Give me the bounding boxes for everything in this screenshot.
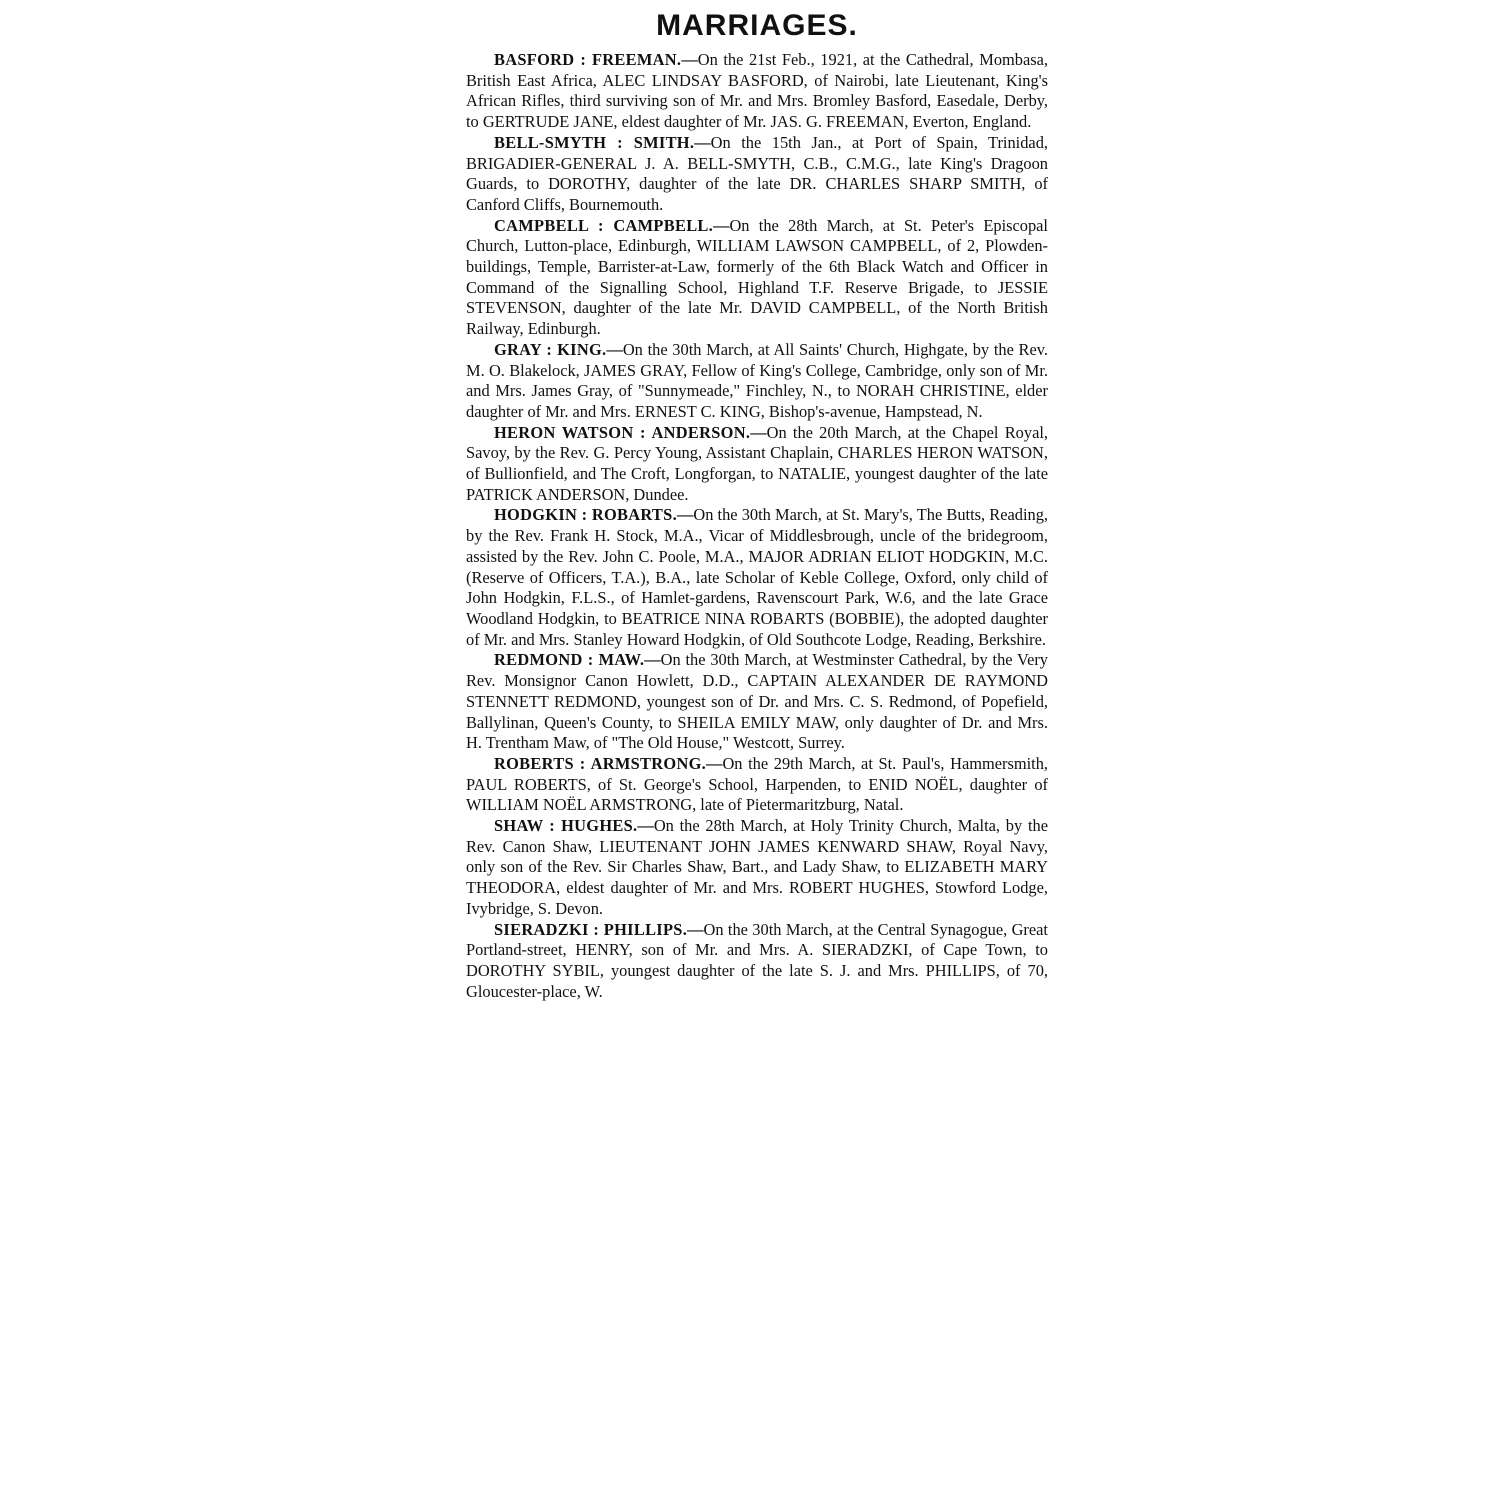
marriage-notice: GRAY : KING.—On the 30th March, at All Saints' Church, Highgate, by the Rev. M. O. Blakelock, JAMES GRAY, Fellow of King's College, Cambridge, only son of Mr. and Mrs. James Gray, of "Sunnymeade," Finchley, N., to NORAH CHRISTINE, elder daughter of Mr. and Mrs. ERNEST C. KING, Bishop's-avenue, Hampstead, N.: [466, 339, 1048, 421]
notice-text: On the 28th March, at Holy Trinity Church, Malta, by the Rev. Canon Shaw, LIEUTENANT JOHN JAMES KENWARD SHAW, Royal Navy, only son of the Rev. Sir Charles Shaw, Bart., and Lady Shaw, to ELIZABETH MARY THEODORA, eldest daughter of Mr. and Mrs. ROBERT HUGHES, Stowford Lodge, Ivybridge, S. Devon.: [466, 816, 1048, 918]
notice-names: GRAY : KING.: [494, 339, 607, 359]
marriage-notices: [466, 50, 1048, 1002]
marriage-notice: REDMOND : MAW.—On the 30th March, at Westminster Cathedral, by the Very Rev. Monsignor Canon Howlett, D.D., CAPTAIN ALEXANDER DE RAYMOND STENNETT REDMOND, youngest son of Dr. and Mrs. C. S. Redmond, of Popefield, Ballylinan, Queen's County, to SHEILA EMILY MAW, only daughter of Dr. and Mrs. H. Trentham Maw, of "The Old House," Westcott, Surrey.: [466, 650, 1048, 753]
marriage-notice: SHAW : HUGHES.—On the 28th March, at Holy Trinity Church, Malta, by the Rev. Canon Shaw, LIEUTENANT JOHN JAMES KENWARD SHAW, Royal Navy, only son of the Rev. Sir Charles Shaw, Bart., and Lady Shaw, to ELIZABETH MARY THEODORA, eldest daughter of Mr. and Mrs. ROBERT HUGHES, Stowford Lodge, Ivybridge, S. Devon.: [466, 816, 1048, 918]
notice-names: SHAW : HUGHES.: [494, 816, 638, 836]
notice-text: On the 30th March, at St. Mary's, The Butts, Reading, by the Rev. Frank H. Stock, M.A., Vicar of Middlesbrough, uncle of the bridegroom, assisted by the Rev. John C. Poole, M.A., MAJOR ADRIAN ELIOT HODGKIN, M.C. (Reserve of Officers, T.A.), B.A., late Scholar of Keble College, Oxford, only child of John Hodgkin, F.L.S., of Hamlet-gardens, Ravenscourt Park, W.6, and the late Grace Woodland Hodgkin, to BEATRICE NINA ROBARTS (BOBBIE), the adopted daughter of Mr. and Mrs. Stanley Howard Hodgkin, of Old Southcote Lodge, Reading, Berkshire.: [466, 505, 1048, 649]
notice-text: On the 20th March, at the Chapel Royal, Savoy, by the Rev. G. Percy Young, Assistant Chaplain, CHARLES HERON WATSON, of Bullionfield, and The Croft, Longforgan, to NATALIE, youngest daughter of the late PATRICK ANDERSON, Dundee.: [466, 422, 1048, 504]
marriage-notice: SIERADZKI : PHILLIPS.—On the 30th March, at the Central Synagogue, Great Portland-street, HENRY, son of Mr. and Mrs. A. SIERADZKI, of Cape Town, to DOROTHY SYBIL, youngest daughter of the late S. J. and Mrs. PHILLIPS, of 70, Gloucester-place, W.: [466, 919, 1048, 1001]
notice-text: On the 30th March, at All Saints' Church, Highgate, by the Rev. M. O. Blakelock, JAMES GRAY, Fellow of King's College, Cambridge, only son of Mr. and Mrs. James Gray, of "Sunnymeade," Finchley, N., to NORAH CHRISTINE, elder daughter of Mr. and Mrs. ERNEST C. KING, Bishop's-avenue, Hampstead, N.: [466, 339, 1048, 421]
notice-text: On the 30th March, at the Central Synagogue, Great Portland-street, HENRY, son of Mr. and Mrs. A. SIERADZKI, of Cape Town, to DOROTHY SYBIL, youngest daughter of the late S. J. and Mrs. PHILLIPS, of 70, Gloucester-place, W.: [466, 919, 1048, 1001]
section-heading: MARRIAGES.: [656, 9, 858, 42]
notice-names: SIERADZKI : PHILLIPS.: [494, 919, 688, 939]
notice-text: On the 21st Feb., 1921, at the Cathedral, Mombasa, British East Africa, ALEC LINDSAY BASFORD, of Nairobi, late Lieutenant, King's African Rifles, third surviving son of Mr. and Mrs. Bromley Basford, Easedale, Derby, to GERTRUDE JANE, eldest daughter of Mr. JAS. G. FREEMAN, Everton, England.: [466, 50, 1048, 132]
notice-names: HERON WATSON : ANDERSON.: [494, 422, 751, 442]
marriage-notice: BELL-SMYTH : SMITH.—On the 15th Jan., at Port of Spain, Trinidad, BRIGADIER-GENERAL J. A. BELL-SMYTH, C.B., C.M.G., late King's Dragoon Guards, to DOROTHY, daughter of the late DR. CHARLES SHARP SMITH, of Canford Cliffs, Bournemouth.: [466, 132, 1048, 214]
notice-text: On the 29th March, at St. Paul's, Hammersmith, PAUL ROBERTS, of St. George's School, Harpenden, to ENID NOËL, daughter of WILLIAM NOËL ARMSTRONG, late of Pietermaritzburg, Natal.: [466, 753, 1048, 815]
notice-names: CAMPBELL : CAMPBELL.: [494, 215, 714, 235]
marriage-notice: BASFORD : FREEMAN.—On the 21st Feb., 1921, at the Cathedral, Mombasa, British East Africa, ALEC LINDSAY BASFORD, of Nairobi, late Lieutenant, King's African Rifles, third surviving son of Mr. and Mrs. Bromley Basford, Easedale, Derby, to GERTRUDE JANE, eldest daughter of Mr. JAS. G. FREEMAN, Everton, England.: [466, 50, 1048, 132]
marriage-notice: CAMPBELL : CAMPBELL.—On the 28th March, at St. Peter's Episcopal Church, Lutton-place, Edinburgh, WILLIAM LAWSON CAMPBELL, of 2, Plowden-buildings, Temple, Barrister-at-Law, formerly of the 6th Black Watch and Officer in Command of the Signalling School, Highland T.F. Reserve Brigade, to JESSIE STEVENSON, daughter of the late Mr. DAVID CAMPBELL, of the North British Railway, Edinburgh.: [466, 215, 1048, 339]
notice-text: On the 30th March, at Westminster Cathedral, by the Very Rev. Monsignor Canon Howlett, D.D., CAPTAIN ALEXANDER DE RAYMOND STENNETT REDMOND, youngest son of Dr. and Mrs. C. S. Redmond, of Popefield, Ballylinan, Queen's County, to SHEILA EMILY MAW, only daughter of Dr. and Mrs. H. Trentham Maw, of "The Old House," Westcott, Surrey.: [466, 650, 1048, 753]
notice-text: On the 15th Jan., at Port of Spain, Trinidad, BRIGADIER-GENERAL J. A. BELL-SMYTH, C.B., C.M.G., late King's Dragoon Guards, to DOROTHY, daughter of the late DR. CHARLES SHARP SMITH, of Canford Cliffs, Bournemouth.: [466, 132, 1048, 214]
marriage-notice: HERON WATSON : ANDERSON.—On the 20th March, at the Chapel Royal, Savoy, by the Rev. G. Percy Young, Assistant Chaplain, CHARLES HERON WATSON, of Bullionfield, and The Croft, Longforgan, to NATALIE, youngest daughter of the late PATRICK ANDERSON, Dundee.: [466, 422, 1048, 504]
notice-names: ROBERTS : ARMSTRONG.: [494, 753, 707, 773]
marriage-notice: ROBERTS : ARMSTRONG.—On the 29th March, at St. Paul's, Hammersmith, PAUL ROBERTS, of St. George's School, Harpenden, to ENID NOËL, daughter of WILLIAM NOËL ARMSTRONG, late of Pietermaritzburg, Natal.: [466, 753, 1048, 815]
notice-names: BELL-SMYTH : SMITH.: [494, 132, 695, 152]
notice-names: REDMOND : MAW.: [494, 650, 645, 670]
notice-text: On the 28th March, at St. Peter's Episcopal Church, Lutton-place, Edinburgh, WILLIAM LAWSON CAMPBELL, of 2, Plowden-buildings, Temple, Barrister-at-Law, formerly of the 6th Black Watch and Officer in Command of the Signalling School, Highland T.F. Reserve Brigade, to JESSIE STEVENSON, daughter of the late Mr. DAVID CAMPBELL, of the North British Railway, Edinburgh.: [466, 215, 1048, 339]
notice-names: HODGKIN : ROBARTS.: [494, 505, 677, 525]
notice-names: BASFORD : FREEMAN.: [494, 50, 682, 69]
marriage-notice: HODGKIN : ROBARTS.—On the 30th March, at St. Mary's, The Butts, Reading, by the Rev. Frank H. Stock, M.A., Vicar of Middlesbrough, uncle of the bridegroom, assisted by the Rev. John C. Poole, M.A., MAJOR ADRIAN ELIOT HODGKIN, M.C. (Reserve of Officers, T.A.), B.A., late Scholar of Keble College, Oxford, only child of John Hodgkin, F.L.S., of Hamlet-gardens, Ravenscourt Park, W.6, and the late Grace Woodland Hodgkin, to BEATRICE NINA ROBARTS (BOBBIE), the adopted daughter of Mr. and Mrs. Stanley Howard Hodgkin, of Old Southcote Lodge, Reading, Berkshire.: [466, 505, 1048, 649]
newspaper-column: [466, 8, 1048, 1492]
